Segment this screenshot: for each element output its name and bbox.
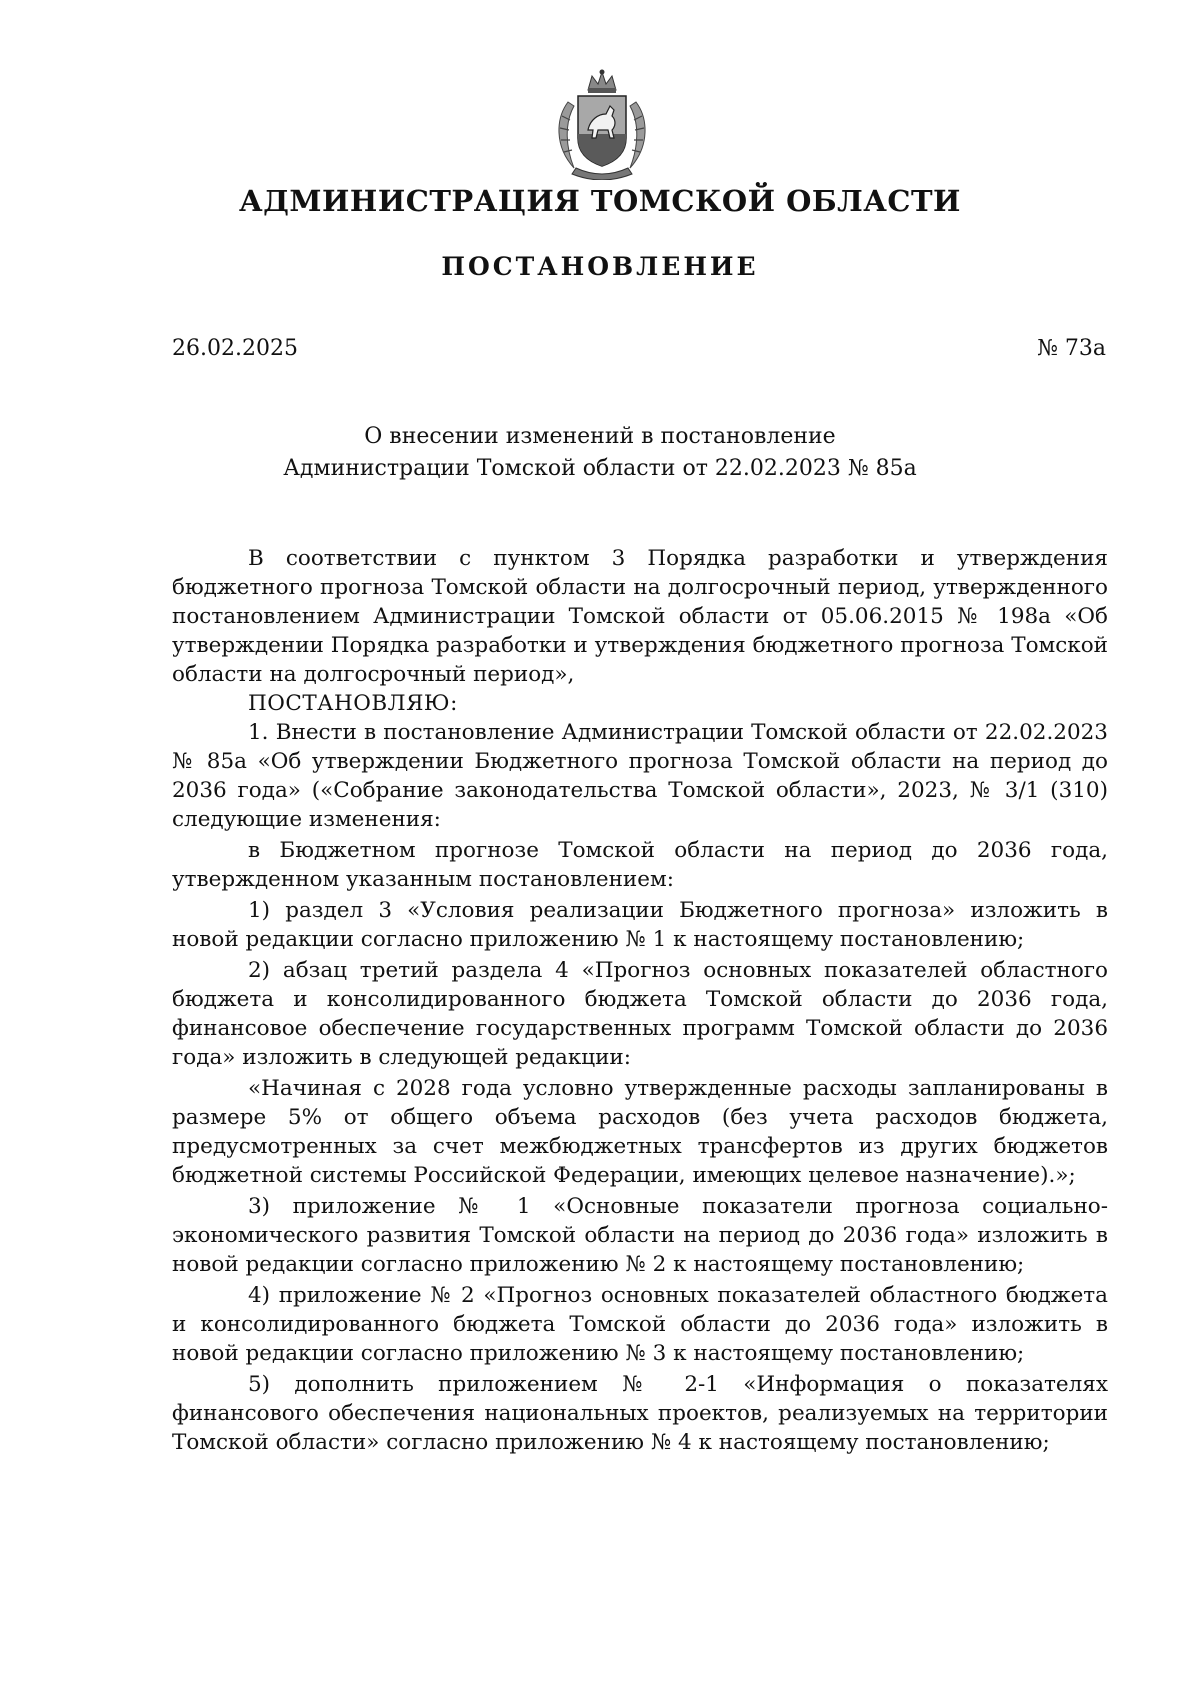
coat-of-arms-icon bbox=[548, 68, 656, 180]
resolve-heading: ПОСТАНОВЛЯЮ: bbox=[248, 691, 458, 716]
subitem-paragraph: 1) раздел 3 «Условия реализации Бюджетного прогноза» изложить в новой редакции согласно приложению № 1 к настоящему постановлению; bbox=[172, 898, 1108, 952]
organization-title: АДМИНИСТРАЦИЯ ТОМСКОЙ ОБЛАСТИ bbox=[239, 184, 961, 218]
preamble-paragraph: В соответствии с пунктом 3 Порядка разработки и утверждения бюджетного прогноза Томской области на долгосрочный период, утвержденного постановлением Администрации Томской области от 05.06.2015 № 198а «Об утверждении Порядка разработки и утверждения бюджетного прогноза Томской области на долгосрочный период», bbox=[172, 546, 1108, 687]
document-date: 26.02.2025 bbox=[172, 336, 298, 361]
document-type-title: ПОСТАНОВЛЕНИЕ bbox=[441, 252, 759, 281]
subject-line: О внесении изменений в постановление bbox=[364, 424, 836, 449]
subject-line: Администрации Томской области от 22.02.2023 № 85а bbox=[283, 456, 917, 481]
subitem-paragraph: 4) приложение № 2 «Прогноз основных показателей областного бюджета и консолидированного бюджета Томской области до 2036 года» изложить в новой редакции согласно приложению № 3 к настоящему постановлению; bbox=[172, 1283, 1108, 1366]
subitem-paragraph: 3) приложение № 1 «Основные показатели прогноза социально-экономического развития Томской области на период до 2036 года» изложить в новой редакции согласно приложению № 2 к настоящему постановлению; bbox=[172, 1194, 1108, 1277]
subitem-paragraph: 2) абзац третий раздела 4 «Прогноз основных показателей областного бюджета и консолидированного бюджета Томской области до 2036 года, финансовое обеспечение государственных программ Томской области до 2036 года» изложить в следующей редакции: bbox=[172, 958, 1108, 1070]
item-paragraph: 1. Внести в постановление Администрации Томской области от 22.02.2023 № 85а «Об утверждении Бюджетного прогноза Томской области на период до 2036 года» («Собрание законодательства Томской области», 2023, № 3/1 (310) следующие изменения: bbox=[172, 720, 1108, 832]
subitem-paragraph: 5) дополнить приложением № 2-1 «Информация о показателях финансового обеспечения национальных проектов, реализуемых на территории Томской области» согласно приложению № 4 к настоящему постановлению; bbox=[172, 1372, 1108, 1455]
document-body bbox=[172, 544, 1108, 1457]
item-intro-paragraph: в Бюджетном прогнозе Томской области на период до 2036 года, утвержденном указанным постановлением: bbox=[172, 838, 1108, 892]
quote-paragraph: «Начиная с 2028 года условно утвержденные расходы запланированы в размере 5% от общего объема расходов (без учета расходов бюджета, предусмотренных за счет межбюджетных трансфертов из других бюджетов бюджетной системы Российской Федерации, имеющих целевое назначение).»; bbox=[172, 1076, 1108, 1188]
document-subject bbox=[0, 421, 1200, 485]
document-number: № 73а bbox=[1037, 336, 1106, 361]
